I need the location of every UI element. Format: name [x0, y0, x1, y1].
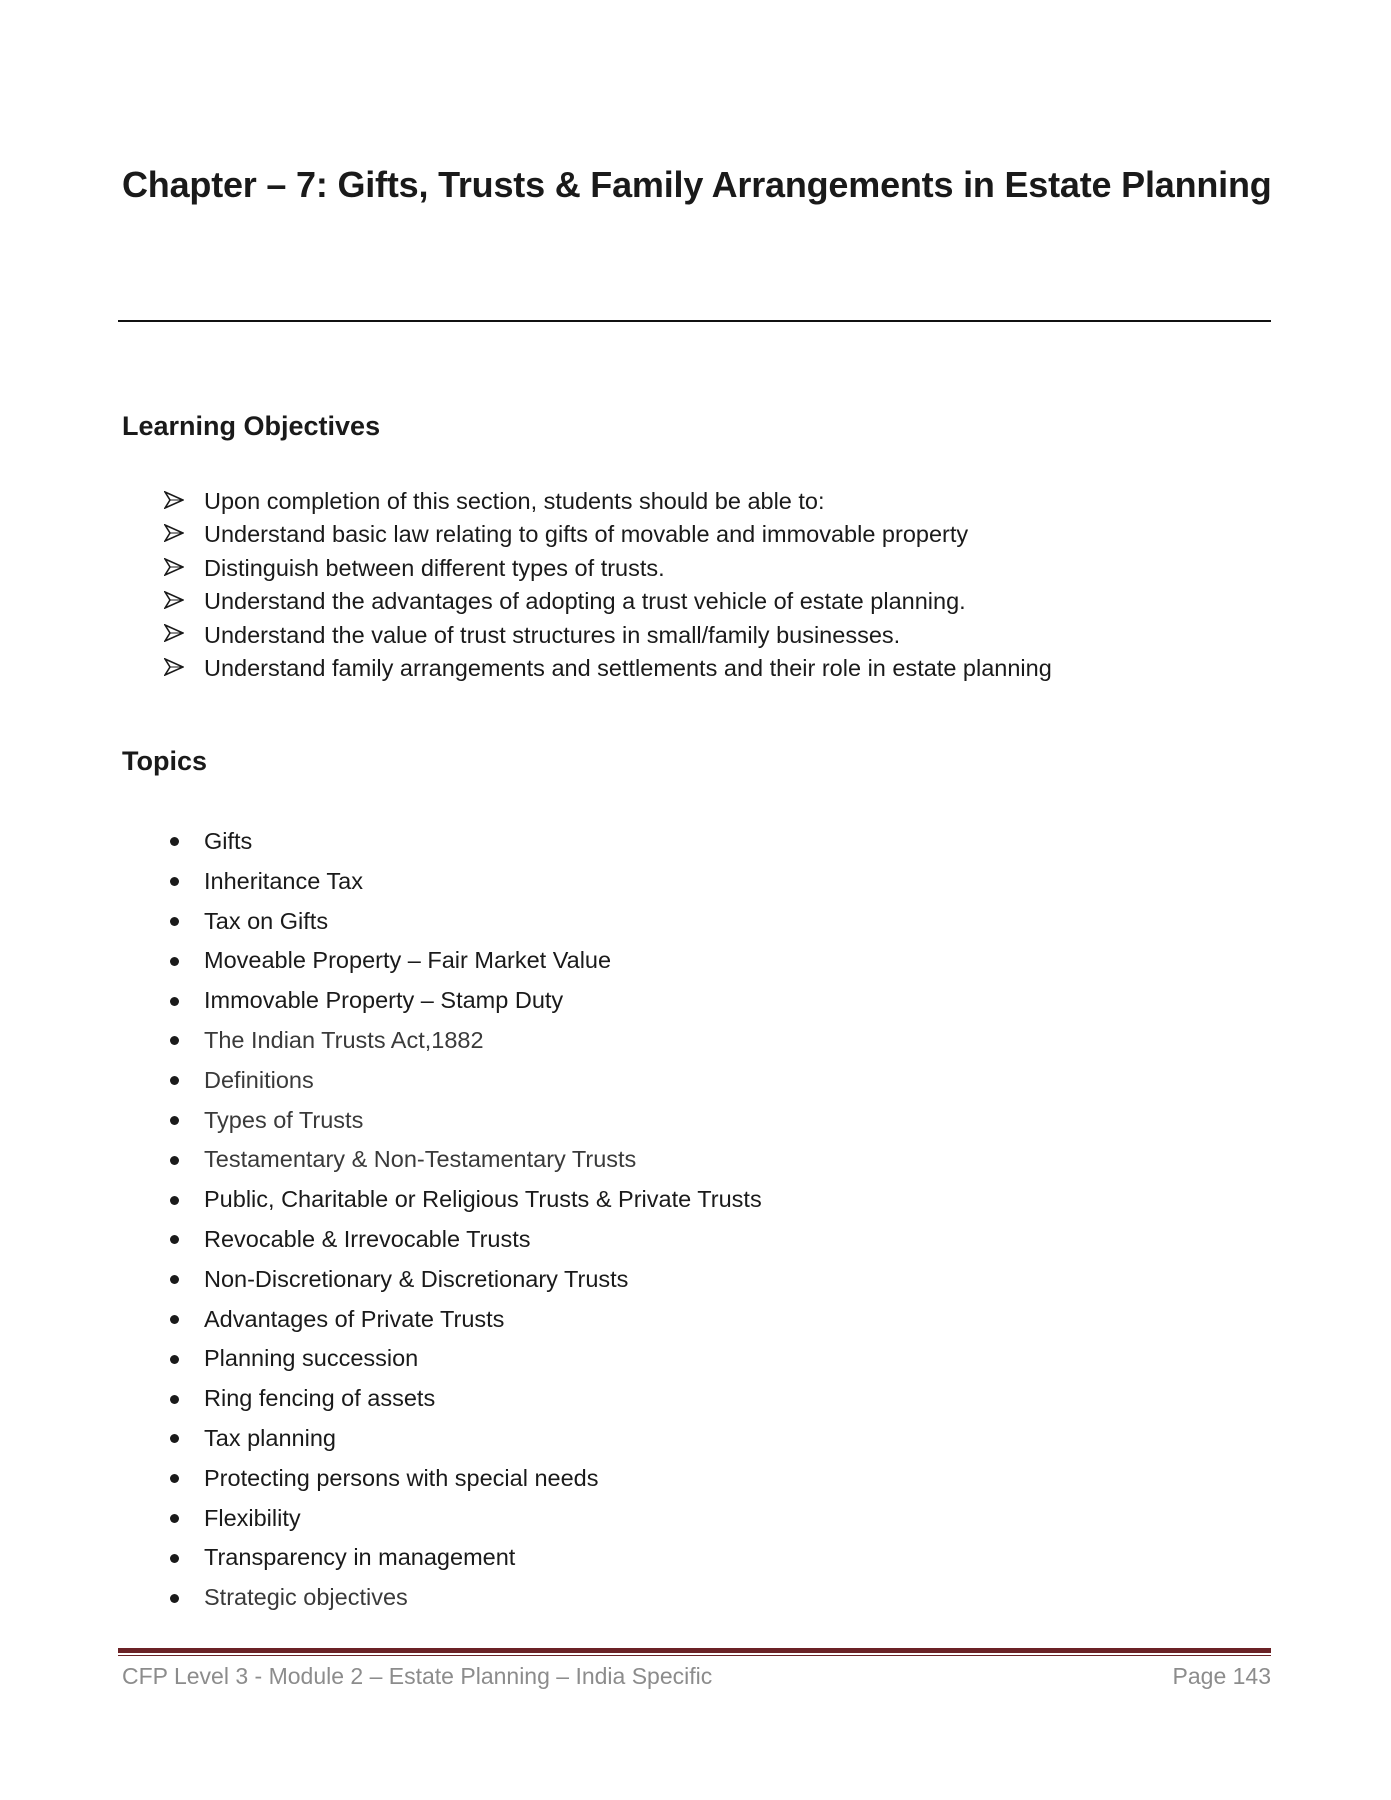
footer-course-title: CFP Level 3 - Module 2 – Estate Planning – India Specific	[122, 1663, 713, 1689]
page-number: Page 143	[1172, 1663, 1271, 1689]
topic-text: Tax on Gifts	[204, 907, 329, 934]
learning-objectives-heading: Learning Objectives	[122, 411, 381, 441]
arrow-bullet-icon	[162, 485, 186, 518]
objective-text: Understand basic law relating to gifts of movable and immovable property	[204, 521, 969, 548]
bullet-dot-icon	[162, 1300, 186, 1340]
topic-text: Planning succession	[204, 1345, 419, 1372]
arrow-bullet-icon	[162, 585, 186, 618]
topic-text: Strategic objectives	[204, 1584, 408, 1611]
topic-text: Gifts	[204, 828, 253, 854]
topic-text: Protecting persons with special needs	[204, 1464, 599, 1491]
page-title: Chapter – 7: Gifts, Trusts & Family Arrangements in Estate Planning	[122, 164, 1272, 205]
footer-divider	[118, 1648, 1271, 1653]
objective-text: Distinguish between different types of trusts.	[204, 554, 665, 581]
topic-text: Definitions	[204, 1066, 314, 1093]
bullet-dot-icon	[162, 1140, 186, 1180]
bullet-dot-icon	[162, 1379, 186, 1419]
arrow-bullet-icon	[162, 652, 186, 685]
topic-text: Revocable & Irrevocable Trusts	[204, 1225, 531, 1252]
topic-text: Immovable Property – Stamp Duty	[204, 987, 564, 1014]
bullet-dot-icon	[162, 902, 186, 942]
bullet-dot-icon	[162, 981, 186, 1021]
title-divider	[118, 320, 1271, 322]
bullet-dot-icon	[162, 941, 186, 981]
objective-text: Understand family arrangements and settlements and their role in estate planning	[204, 654, 1052, 681]
bullet-dot-icon	[162, 1419, 186, 1459]
objective-text: Upon completion of this section, students should be able to:	[204, 488, 825, 514]
arrow-bullet-icon	[162, 518, 186, 551]
bullet-dot-icon	[162, 1459, 186, 1499]
bullet-dot-icon	[162, 1061, 186, 1101]
topic-text: The Indian Trusts Act,1882	[204, 1026, 484, 1053]
topic-text: Public, Charitable or Religious Trusts & Private Trusts	[204, 1186, 762, 1213]
topic-text: Tax planning	[204, 1424, 336, 1451]
topic-text: Advantages of Private Trusts	[204, 1305, 505, 1332]
bullet-dot-icon	[162, 1499, 186, 1539]
bullet-dot-icon	[162, 1578, 186, 1618]
topic-text: Testamentary & Non-Testamentary Trusts	[204, 1146, 637, 1173]
topics-heading: Topics	[122, 746, 208, 776]
bullet-dot-icon	[162, 1021, 186, 1061]
arrow-bullet-icon	[162, 552, 186, 585]
topic-text: Ring fencing of assets	[204, 1385, 436, 1412]
footer-divider-thin	[118, 1655, 1271, 1656]
topic-text: Transparency in management	[204, 1544, 516, 1571]
bullet-dot-icon	[162, 1220, 186, 1260]
topic-text: Types of Trusts	[204, 1106, 364, 1133]
bullet-dot-icon	[162, 1339, 186, 1379]
topic-text: Moveable Property – Fair Market Value	[204, 947, 612, 974]
objective-text: Understand the value of trust structures in small/family businesses.	[204, 621, 901, 648]
arrow-bullet-icon	[162, 619, 186, 652]
objective-text: Understand the advantages of adopting a trust vehicle of estate planning.	[204, 588, 966, 615]
topic-text: Flexibility	[204, 1504, 301, 1531]
bullet-dot-icon	[162, 1101, 186, 1141]
bullet-dot-icon	[162, 1538, 186, 1578]
topic-text: Non-Discretionary & Discretionary Trusts	[204, 1265, 629, 1292]
bullet-dot-icon	[162, 862, 186, 902]
bullet-dot-icon	[162, 1180, 186, 1220]
bullet-dot-icon	[162, 1260, 186, 1300]
topic-text: Inheritance Tax	[204, 867, 363, 894]
bullet-dot-icon	[162, 822, 186, 862]
